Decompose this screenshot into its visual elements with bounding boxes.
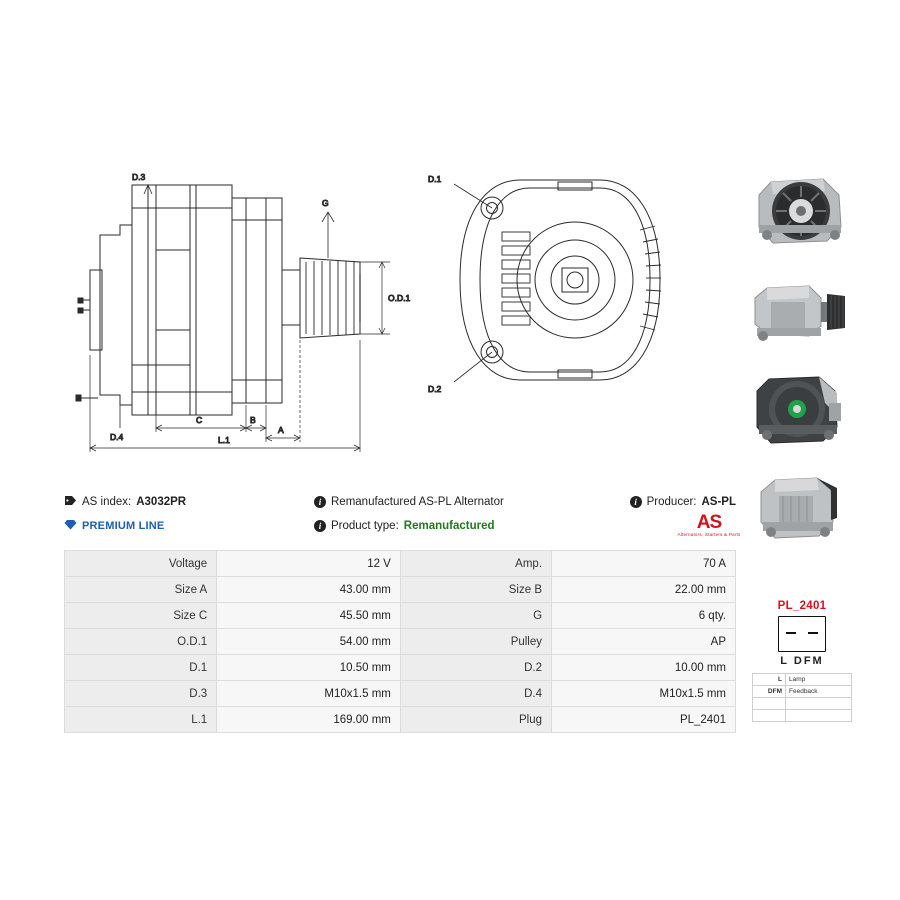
spec-label: Size C [65, 603, 217, 629]
spec-label: Pulley [400, 629, 551, 655]
spec-value: 169.00 mm [217, 707, 401, 733]
label-OD1: O.D.1 [388, 293, 411, 303]
specification-table [64, 550, 736, 733]
alternator-photo-angle [745, 462, 855, 557]
description-cell [314, 496, 594, 508]
spec-label: Size A [65, 577, 217, 603]
plug-symbol-icon [778, 616, 826, 652]
plug-legend-key: DFM [753, 686, 786, 698]
label-A: A [278, 425, 284, 435]
product-type-cell [314, 520, 594, 532]
plug-legend-table [752, 673, 852, 722]
plug-legend-row [753, 710, 852, 722]
plug-legend-row [753, 698, 852, 710]
producer-label: Producer: [646, 496, 697, 508]
spec-value: 22.00 mm [552, 577, 736, 603]
as-index-cell [64, 495, 314, 509]
plug-legend-value: Lamp [786, 674, 852, 686]
table-row [65, 577, 736, 603]
label-B: B [250, 415, 256, 425]
table-row [65, 551, 736, 577]
label-D1: D.1 [428, 174, 442, 184]
producer-cell [594, 496, 736, 508]
table-row [65, 681, 736, 707]
label-D2: D.2 [428, 384, 442, 394]
product-info [64, 490, 736, 538]
product-photo-gallery [745, 165, 855, 561]
info-icon: i [314, 520, 326, 532]
spec-label: Plug [400, 707, 551, 733]
premium-line-label: PREMIUM LINE [82, 520, 165, 532]
alternator-photo-rear-cover [745, 363, 855, 458]
as-index-value: A3032PR [136, 496, 187, 508]
spec-label: Voltage [65, 551, 217, 577]
spec-value: 54.00 mm [217, 629, 401, 655]
as-index-label: AS index: [82, 496, 132, 508]
plug-legend-key: L [753, 674, 786, 686]
drawing-canvas [60, 150, 740, 480]
spec-value: 10.50 mm [217, 655, 401, 681]
spec-label: G [400, 603, 551, 629]
label-L1: L.1 [218, 435, 230, 445]
spec-value: M10x1.5 mm [217, 681, 401, 707]
plug-legend-key [753, 698, 786, 710]
label-D4: D.4 [110, 432, 124, 442]
plug-legend-key [753, 710, 786, 722]
table-row [65, 707, 736, 733]
alternator-photo-front [745, 165, 855, 260]
plug-code: PL_2401 [777, 600, 827, 612]
as-logo-mark: AS [696, 512, 722, 533]
spec-label: L.1 [65, 707, 217, 733]
spec-value: 70 A [552, 551, 736, 577]
table-row [65, 603, 736, 629]
spec-label: Size B [400, 577, 551, 603]
info-row-primary [64, 490, 736, 514]
spec-value: AP [552, 629, 736, 655]
spec-label: D.3 [65, 681, 217, 707]
table-row [65, 655, 736, 681]
product-type-label: Product type: [331, 520, 399, 532]
product-description: Remanufactured AS-PL Alternator [331, 496, 504, 508]
plug-legend-row [753, 674, 852, 686]
table-row [65, 629, 736, 655]
plug-info [752, 600, 852, 722]
spec-label: D.2 [400, 655, 551, 681]
plug-pin-labels: L DFM [780, 655, 824, 667]
spec-value: 43.00 mm [217, 577, 401, 603]
diamond-icon [64, 519, 77, 533]
plug-legend-value [786, 698, 852, 710]
spec-value: PL_2401 [552, 707, 736, 733]
as-pl-logo [672, 514, 746, 537]
label-D3: D.3 [132, 172, 146, 182]
spec-value: 6 qty. [552, 603, 736, 629]
info-row-secondary [64, 514, 736, 538]
spec-value: 10.00 mm [552, 655, 736, 681]
label-C: C [196, 415, 203, 425]
spec-value: 12 V [217, 551, 401, 577]
plug-legend-row [753, 686, 852, 698]
alternator-photo-side-pulley [745, 264, 855, 359]
tag-icon [64, 495, 77, 509]
spec-value: 45.50 mm [217, 603, 401, 629]
label-G: G [322, 198, 329, 208]
producer-value: AS-PL [701, 496, 736, 508]
info-icon: i [314, 496, 326, 508]
spec-label: D.4 [400, 681, 551, 707]
spec-label: D.1 [65, 655, 217, 681]
spec-value: M10x1.5 mm [552, 681, 736, 707]
info-icon: i [630, 496, 642, 508]
plug-legend-value [786, 710, 852, 722]
premium-line-cell [64, 519, 314, 533]
product-type-value: Remanufactured [403, 520, 495, 532]
plug-legend-value: Feedback [786, 686, 852, 698]
spec-label: O.D.1 [65, 629, 217, 655]
technical-drawings [60, 150, 740, 480]
spec-label: Amp. [400, 551, 551, 577]
as-logo-subtitle: Alternators, Starters & Parts [677, 532, 741, 537]
